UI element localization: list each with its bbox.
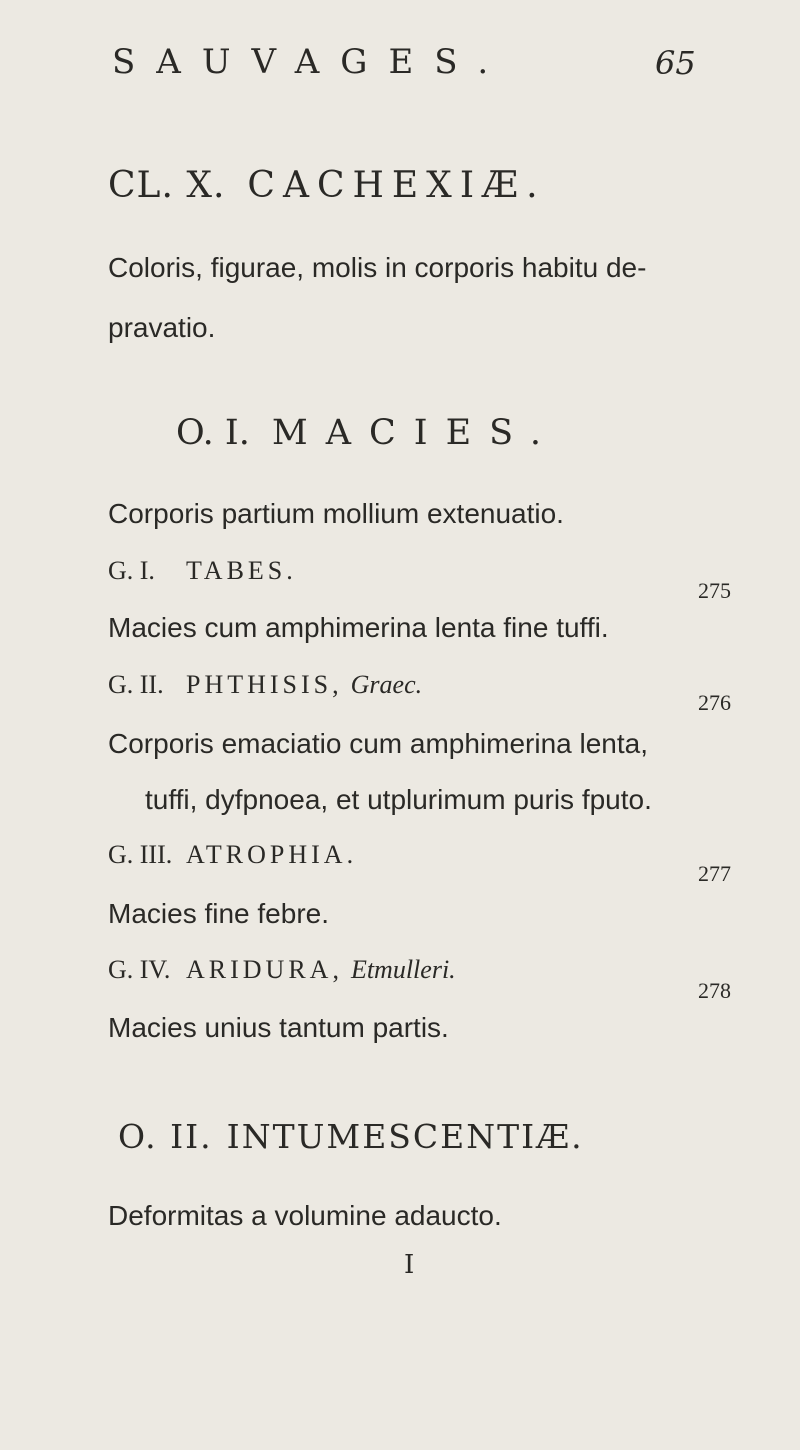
margin-number-275: 275 bbox=[698, 578, 731, 603]
genus-3-label: G. III. bbox=[108, 840, 173, 869]
class-label: CL. X. bbox=[108, 165, 226, 206]
genus-4-description: Macies unius tantum partis. bbox=[108, 1012, 449, 1043]
genus-3-description: Macies fine febre. bbox=[108, 898, 329, 929]
order-1-name: MACIES. bbox=[271, 413, 559, 453]
class-description-line-1: Coloris, figurae, molis in corporis habitu de- bbox=[108, 252, 647, 283]
genus-4-author: Etmulleri. bbox=[350, 955, 456, 984]
order-2-label: O. II. bbox=[118, 1117, 213, 1156]
genus-4-heading bbox=[108, 955, 456, 985]
class-heading bbox=[108, 165, 546, 206]
order-2-name: INTUMESCENTIÆ. bbox=[226, 1117, 584, 1156]
genus-2-name: PHTHISIS, bbox=[186, 670, 343, 699]
margin-number-278: 278 bbox=[698, 978, 731, 1003]
genus-3-name: ATROPHIA. bbox=[186, 840, 358, 869]
page-number: 65 bbox=[655, 44, 696, 82]
running-head-title: SAUVAGES. bbox=[112, 42, 510, 82]
genus-2-author: Graec. bbox=[350, 670, 423, 699]
genus-2-heading bbox=[108, 670, 422, 700]
genus-3-heading bbox=[108, 840, 357, 870]
margin-number-276: 276 bbox=[698, 690, 731, 715]
genus-2-description-line-2: tuffi, dyfpnoea, et utplurimum puris fputo. bbox=[145, 784, 652, 815]
signature-mark: I bbox=[404, 1250, 415, 1280]
genus-1-name: TABES. bbox=[186, 556, 297, 585]
genus-1-description: Macies cum amphimerina lenta fine tuffi. bbox=[108, 612, 609, 643]
genus-4-label: G. IV. bbox=[108, 955, 171, 984]
class-description-line-2: pravatio. bbox=[108, 312, 216, 343]
genus-4-name: ARIDURA, bbox=[186, 955, 343, 984]
genus-2-description-line-1: Corporis emaciatio cum amphimerina lenta, bbox=[108, 728, 648, 759]
order-2-description: Deformitas a volumine adaucto. bbox=[108, 1200, 502, 1231]
margin-number-277: 277 bbox=[698, 861, 731, 886]
genus-1-label: G. I. bbox=[108, 556, 155, 585]
genus-1-heading bbox=[108, 556, 297, 586]
order-1-description: Corporis partium mollium extenuatio. bbox=[108, 498, 564, 529]
order-1-heading bbox=[176, 413, 559, 453]
order-2-heading bbox=[118, 1117, 584, 1156]
genus-2-label: G. II. bbox=[108, 670, 164, 699]
order-1-label: O. I. bbox=[176, 413, 250, 453]
class-name: CACHEXIÆ. bbox=[247, 165, 546, 206]
